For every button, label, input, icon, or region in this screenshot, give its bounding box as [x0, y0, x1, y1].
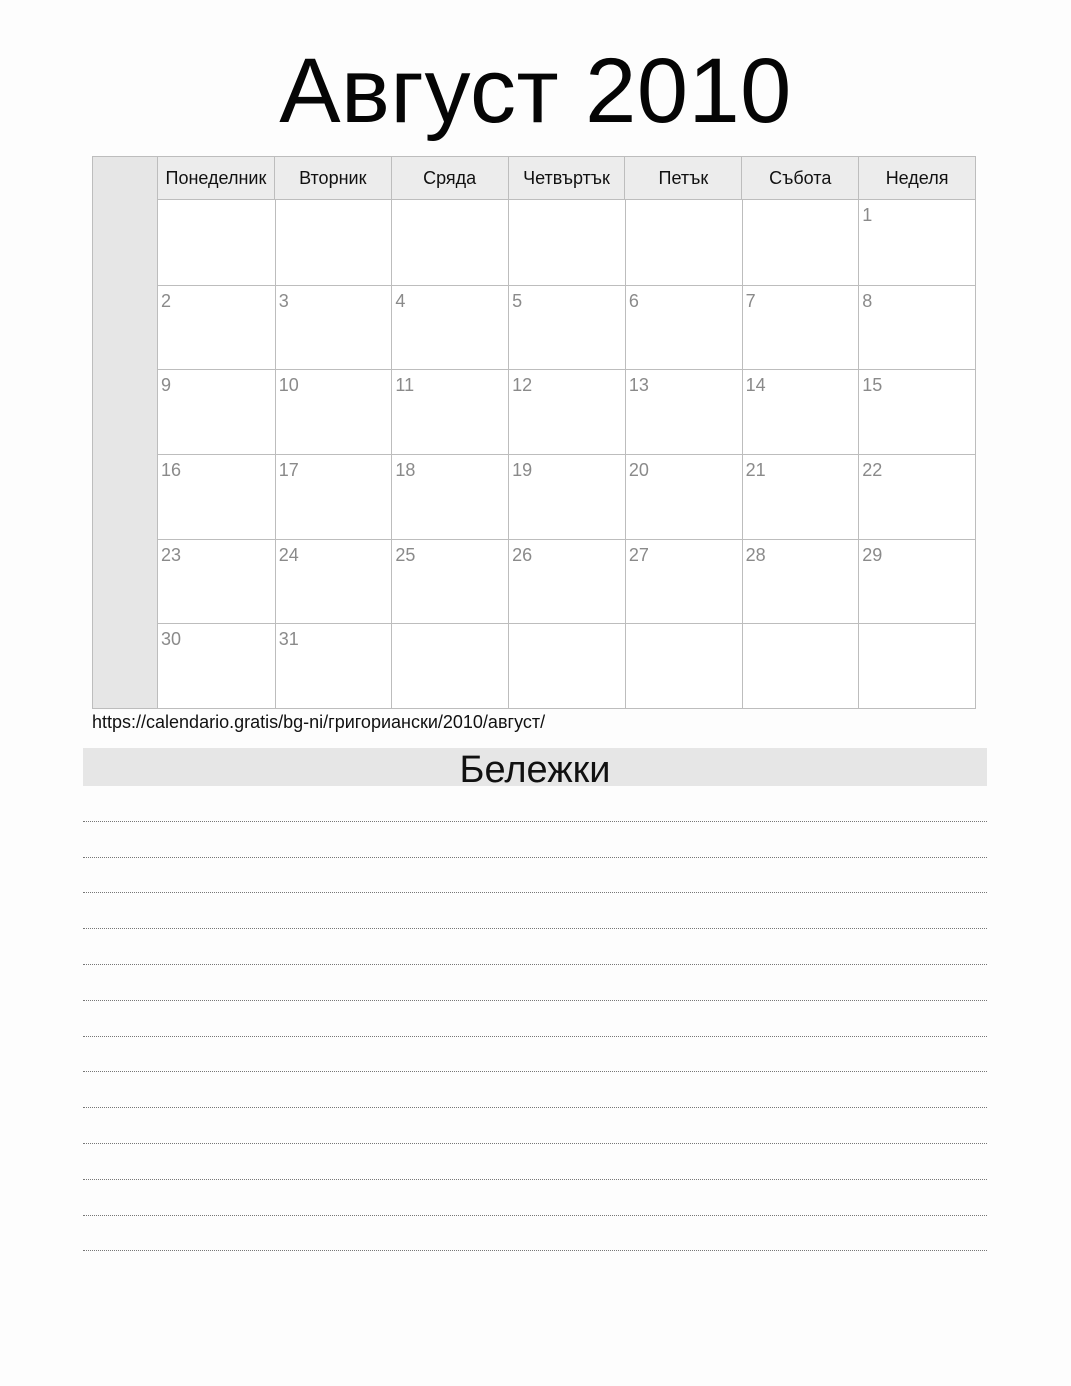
day-cell	[742, 200, 859, 285]
day-cell: 1	[858, 200, 975, 285]
day-cell: 5	[508, 285, 625, 370]
calendar-grid	[92, 156, 976, 709]
weekday-header-sun: Неделя	[858, 157, 975, 199]
day-cell	[742, 623, 859, 708]
day-cell	[391, 200, 508, 285]
note-line	[83, 1072, 987, 1108]
day-cell: 13	[625, 369, 742, 454]
note-line	[83, 1037, 987, 1073]
day-cell: 22	[858, 454, 975, 539]
weekday-header-row	[158, 157, 975, 200]
day-cell: 10	[275, 369, 392, 454]
day-cell: 29	[858, 539, 975, 624]
weekday-header-fri: Петък	[624, 157, 741, 199]
day-cell: 20	[625, 454, 742, 539]
note-line	[83, 929, 987, 965]
day-cell: 6	[625, 285, 742, 370]
note-line	[83, 858, 987, 894]
day-cell	[508, 623, 625, 708]
day-cell	[858, 623, 975, 708]
day-cell: 16	[158, 454, 275, 539]
source-url: https://calendario.gratis/bg-ni/григориански/2010/август/	[92, 712, 546, 732]
day-cell: 24	[275, 539, 392, 624]
day-cell: 27	[625, 539, 742, 624]
day-cell: 21	[742, 454, 859, 539]
note-line	[83, 1144, 987, 1180]
day-cell: 14	[742, 369, 859, 454]
day-cell	[275, 200, 392, 285]
day-cell	[625, 623, 742, 708]
day-cell: 28	[742, 539, 859, 624]
day-cell: 17	[275, 454, 392, 539]
day-cell: 2	[158, 285, 275, 370]
day-cell	[391, 623, 508, 708]
day-cell: 7	[742, 285, 859, 370]
note-line	[83, 1108, 987, 1144]
day-cell	[158, 200, 275, 285]
weekday-header-sat: Събота	[741, 157, 858, 199]
day-cell: 26	[508, 539, 625, 624]
weekday-header-mon: Понеделник	[165, 167, 267, 188]
day-cell: 25	[391, 539, 508, 624]
weekday-header-wed: Сряда	[391, 157, 508, 199]
day-cell: 23	[158, 539, 275, 624]
notes-lines	[83, 786, 987, 1251]
day-cell: 15	[858, 369, 975, 454]
week-number-column	[93, 157, 158, 708]
note-line	[83, 965, 987, 1001]
note-line	[83, 786, 987, 822]
day-cell: 8	[858, 285, 975, 370]
day-cell: 11	[391, 369, 508, 454]
day-cell: 4	[391, 285, 508, 370]
day-cell: 3	[275, 285, 392, 370]
day-cell	[625, 200, 742, 285]
day-cell: 12	[508, 369, 625, 454]
weekday-header-tue: Вторник	[274, 157, 391, 199]
day-cell: 30	[158, 623, 275, 708]
note-line	[83, 822, 987, 858]
day-cell: 19	[508, 454, 625, 539]
weekday-header-thu: Четвъртък	[508, 157, 625, 199]
notes-title: Бележки	[83, 748, 987, 786]
note-line	[83, 1216, 987, 1252]
day-cells	[158, 200, 975, 708]
day-cell: 9	[158, 369, 275, 454]
day-cell: 18	[391, 454, 508, 539]
note-line	[83, 893, 987, 929]
page-title: Август 2010	[279, 40, 792, 142]
note-line	[83, 1180, 987, 1216]
day-cell	[508, 200, 625, 285]
day-cell: 31	[275, 623, 392, 708]
note-line	[83, 1001, 987, 1037]
